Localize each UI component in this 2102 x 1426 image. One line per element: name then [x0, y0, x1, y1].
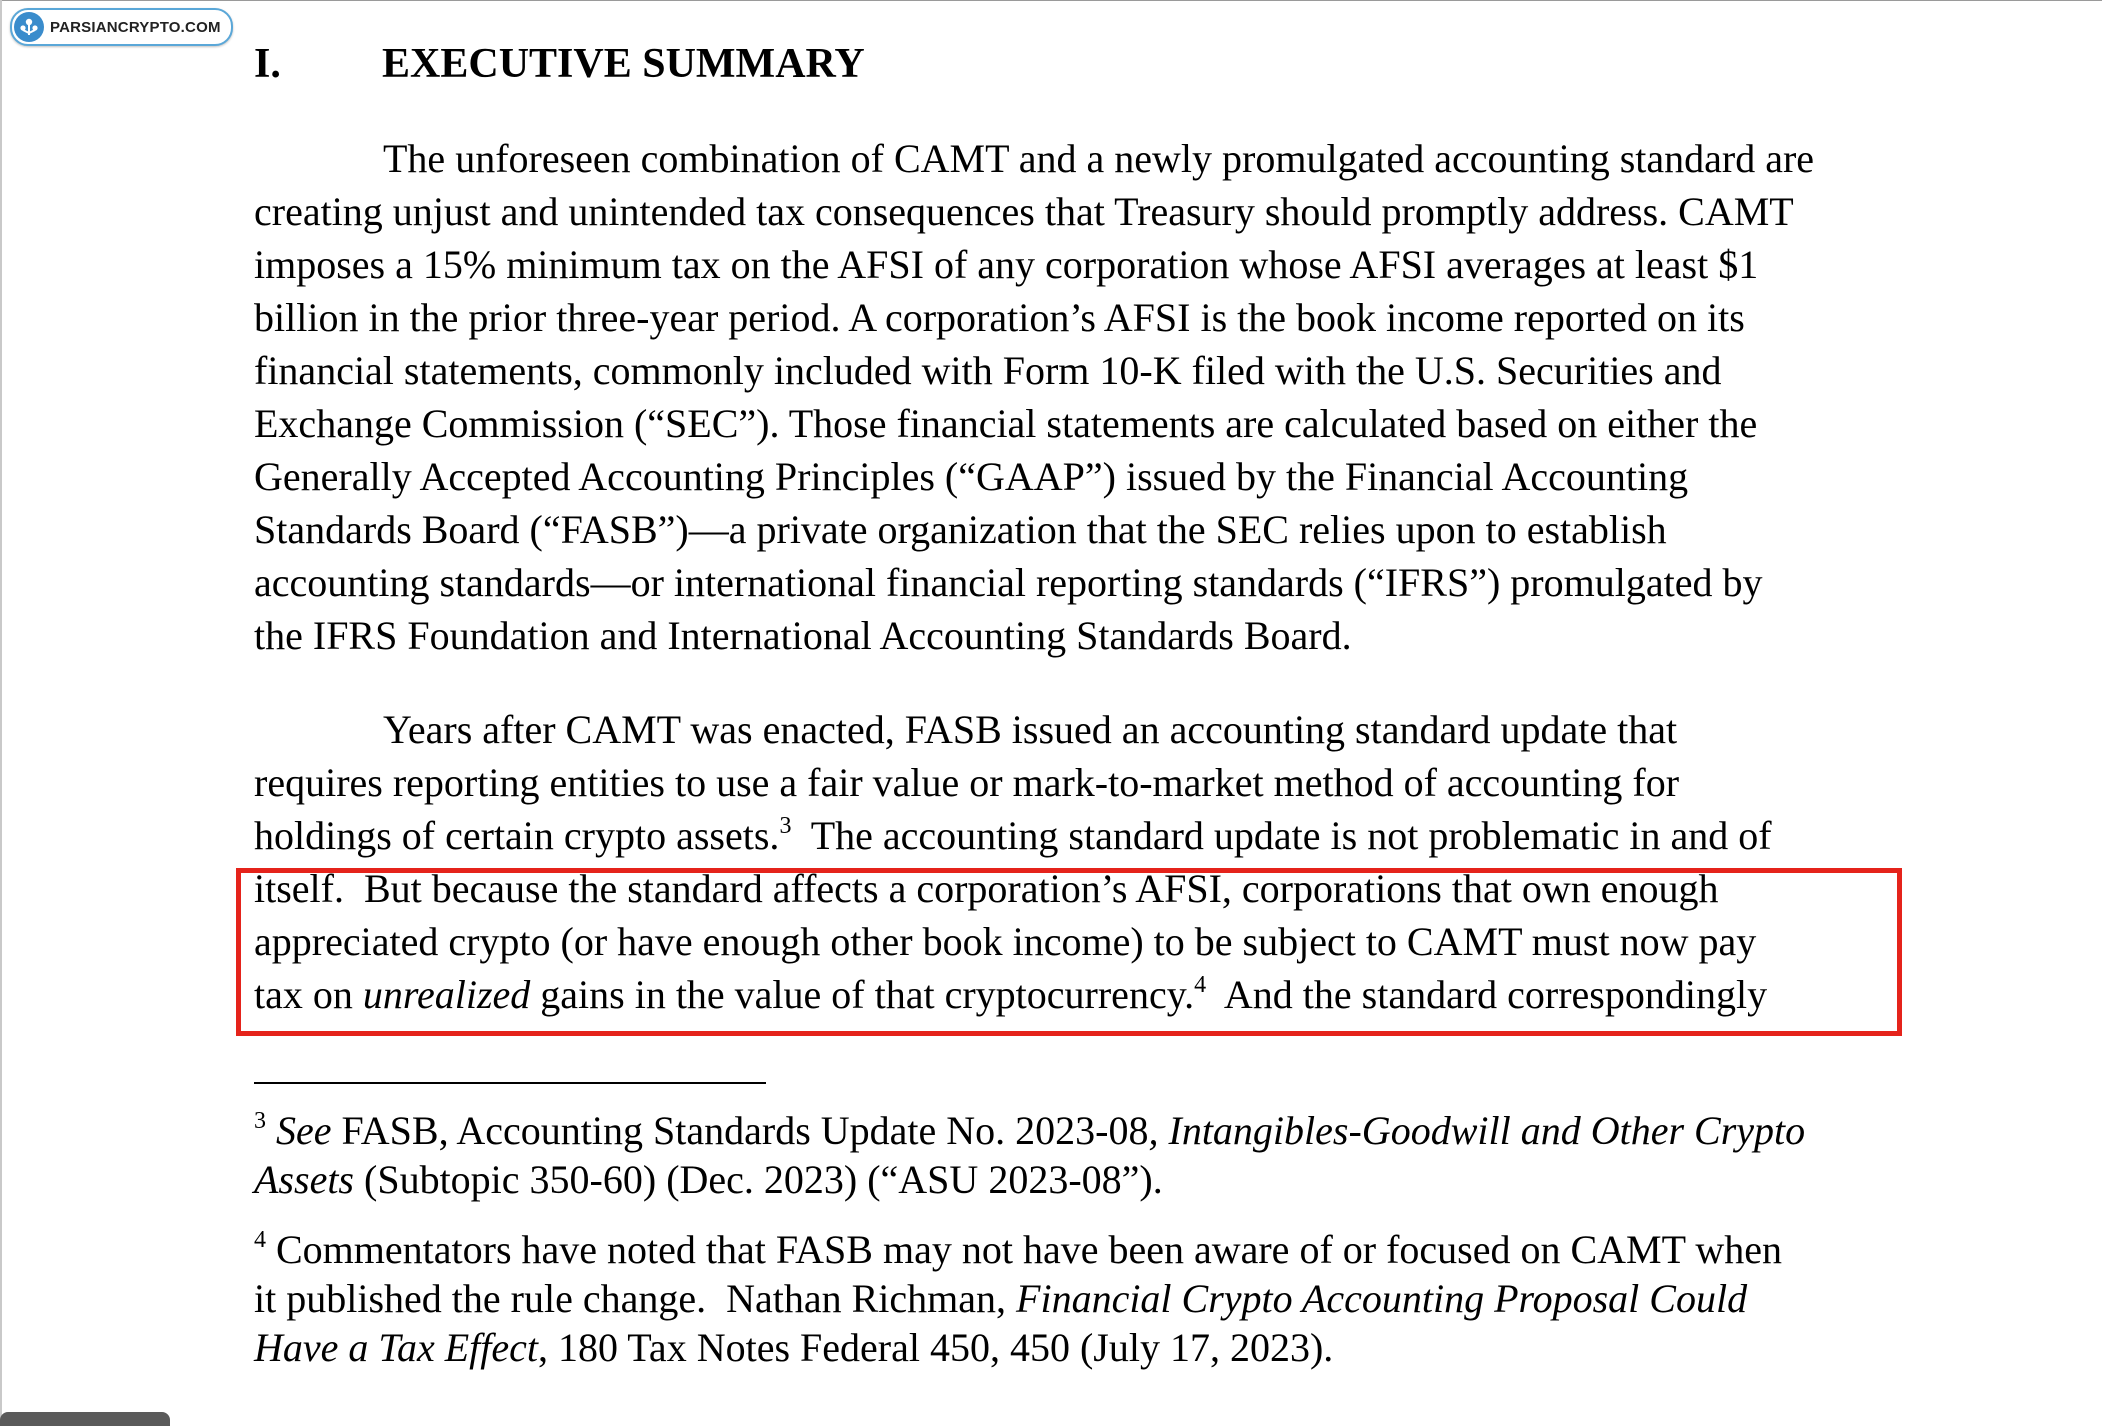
footnote-title: Assets: [254, 1157, 354, 1202]
paragraph-line: Generally Accepted Accounting Principles (“GAAP”) issued by the Financial Accounting: [254, 454, 1689, 499]
footnote-4: [254, 1225, 1944, 1372]
paragraph-line: billion in the prior three-year period. A corporation’s AFSI is the book income reported on its: [254, 295, 1745, 340]
footnote-line: [254, 1155, 1944, 1204]
footnote-title: Financial Crypto Accounting Proposal Could: [1016, 1276, 1748, 1321]
footnote-signal: See: [276, 1108, 332, 1153]
emphasis-unrealized: unrealized: [362, 972, 531, 1017]
parsiancrypto-logo-icon: [14, 12, 44, 42]
paragraph-line: appreciated crypto (or have enough other book income) to be subject to CAMT must now pay: [254, 919, 1757, 964]
paragraph-line: accounting standards—or international financial reporting standards (“IFRS”) promulgated by: [254, 560, 1763, 605]
section-title: EXECUTIVE SUMMARY: [382, 41, 865, 87]
line-text: holdings of certain crypto assets.: [254, 813, 780, 858]
paragraph-line: creating unjust and unintended tax consequences that Treasury should promptly address. CAMT: [254, 189, 1794, 234]
line-text: tax on: [254, 972, 363, 1017]
footnote-line: [254, 1225, 1944, 1274]
paragraph-line: Years after CAMT was enacted, FASB issued an accounting standard update that: [383, 707, 1678, 752]
paragraph-line: [254, 809, 1934, 862]
footnote-separator: [254, 1082, 766, 1084]
paragraph-line: the IFRS Foundation and International Accounting Standards Board.: [254, 613, 1352, 658]
viewer-bottom-tab[interactable]: [0, 1412, 170, 1426]
section-number: I.: [254, 41, 281, 87]
paragraph-line: requires reporting entities to use a fair value or mark-to-market method of accounting for: [254, 760, 1680, 805]
paragraph-line: imposes a 15% minimum tax on the AFSI of any corporation whose AFSI averages at least $1: [254, 242, 1759, 287]
footnote-ref-3[interactable]: 3: [779, 813, 792, 839]
paragraph-line: financial statements, commonly included with Form 10-K filed with the U.S. Securities and: [254, 348, 1722, 393]
line-text: And the standard correspondingly: [1206, 972, 1768, 1017]
footnote-line: [254, 1323, 1944, 1372]
footnote-text: it published the rule change. Nathan Richman,: [254, 1276, 1017, 1321]
paragraph-line: The unforeseen combination of CAMT and a newly promulgated accounting standard are: [383, 136, 1815, 181]
footnote-line: [254, 1274, 1944, 1323]
paragraph-line: Exchange Commission (“SEC”). Those financial statements are calculated based on either the: [254, 401, 1758, 446]
footnote-ref-4[interactable]: 4: [1194, 972, 1207, 998]
page-left-border: [0, 0, 2, 1422]
footnote-3: [254, 1106, 1944, 1204]
footnote-text: , 180 Tax Notes Federal 450, 450 (July 17, 2023).: [538, 1325, 1334, 1370]
footnote-title: , Intangibles-Goodwill and Other Crypto: [1148, 1108, 1806, 1153]
highlight-annotation-box: [236, 868, 1902, 1036]
footnote-number: 4: [254, 1227, 266, 1253]
line-text: gains in the value of that cryptocurrency.: [530, 972, 1195, 1017]
footnote-line: [254, 1106, 1944, 1155]
line-text: The accounting standard update is not problematic in and of: [791, 813, 1772, 858]
paragraph-line: Standards Board (“FASB”)—a private organization that the SEC relies upon to establish: [254, 507, 1667, 552]
watermark-text: PARSIANCRYPTO.COM: [50, 18, 221, 36]
page-top-border: [0, 0, 2102, 1]
footnote-number: 3: [254, 1108, 266, 1134]
footnote-text: FASB, Accounting Standards Update No. 2023-08: [331, 1108, 1149, 1153]
footnote-text: Commentators have noted that FASB may not have been aware of or focused on CAMT when: [266, 1227, 1782, 1272]
paragraph-line: itself. But because the standard affects a corporation’s AFSI, corporations that own enough: [254, 866, 1719, 911]
paragraph-1: [254, 132, 1934, 662]
footnote-title: Have a Tax Effect: [254, 1325, 539, 1370]
watermark-badge: [10, 8, 233, 46]
footnote-text: (Subtopic 350-60) (Dec. 2023) (“ASU 2023-08”).: [354, 1157, 1163, 1202]
